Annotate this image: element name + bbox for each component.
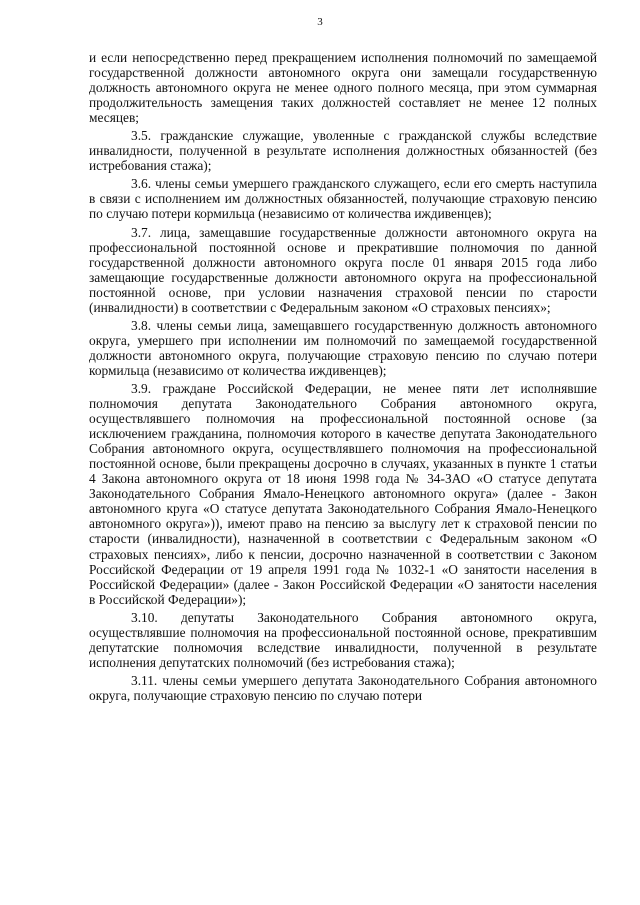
paragraph-3-5: 3.5. гражданские служащие, уволенные с гражданской службы вследствие инвалидности, полученной в результате исполнения должностных обязанностей (без истребования стажа); xyxy=(89,128,597,174)
document-body xyxy=(89,50,597,706)
paragraph-3-6: 3.6. члены семьи умершего гражданского служащего, если его смерть наступила в связи с исполнением им должностных обязанностей, получающие страховую пенсию по случаю потери кормильца (независимо от количества иждивенцев); xyxy=(89,176,597,222)
paragraph-3-9: 3.9. граждане Российской Федерации, не менее пяти лет исполнявшие полномочия депутата Законодательного Собрания автономного округа, осуществлявшего полномочия на профессиональной постоянной основе (за исключением гражданина, полномочия которого в качестве депутата Законодательного Собрания автономного округа, осуществлявшего полномочия на профессиональной постоянной основе, были прекращены досрочно в случаях, указанных в пункте 1 статьи 4 Закона автономного округа от 18 июня 1998 года № 34-ЗАО «О статусе депутата Законодательного Собрания Ямало-Ненецкого автономного округа» (далее - Закон автономного круга «О статусе депутата Законодательного Собрания Ямало-Ненецкого автономного округа»)), имеют право на пенсию за выслугу лет к страховой пенсии по старости (инвалидности), назначенной в соответствии с Федеральным законом «О страховых пенсиях», либо к пенсии, досрочно назначенной в соответствии с Законом Российской Федерации от 19 апреля 1991 года № 1032-1 «О занятости населения в Российской Федерации» (далее - Закон Российской Федерации «О занятости населения в Российской Федерации»); xyxy=(89,380,597,607)
paragraph-3-11: 3.11. члены семьи умершего депутата Законодательного Собрания автономного округа, получающие страховую пенсию по случаю потери xyxy=(89,672,597,703)
paragraph-3-8: 3.8. члены семьи лица, замещавшего государственную должность автономного округа, умершего при исполнении им полномочий по замещаемой государственной должности автономного округа, получающие страховую пенсию по случаю потери кормильца (независимо от количества иждивенцев); xyxy=(89,317,597,378)
paragraph-3-10: 3.10. депутаты Законодательного Собрания автономного округа, осуществлявшие полномочия на профессиональной постоянной основе, прекратившим депутатские полномочия вследствие инвалидности, полученной в результате исполнения депутатских полномочий (без истребования стажа); xyxy=(89,609,597,670)
page-number: 3 xyxy=(317,16,323,28)
paragraph-3-7: 3.7. лица, замещавшие государственные должности автономного округа на профессиональной постоянной основе и прекратившие полномочия по данной государственной должности автономного округа после 01 января 2015 года либо замещающие государственные должности автономного округа на профессиональной постоянной основе, при условии назначения страховой пенсии по старости (инвалидности) в соответствии с Федеральным законом «О страховых пенсиях»; xyxy=(89,224,597,315)
paragraph-continuation: и если непосредственно перед прекращением исполнения полномочий по замещаемой государственной должности автономного округа они замещали государственную должность автономного округа не менее одного полного месяца, при этом суммарная продолжительность замещения таких должностей составляет не менее 12 полных месяцев; xyxy=(89,50,597,126)
